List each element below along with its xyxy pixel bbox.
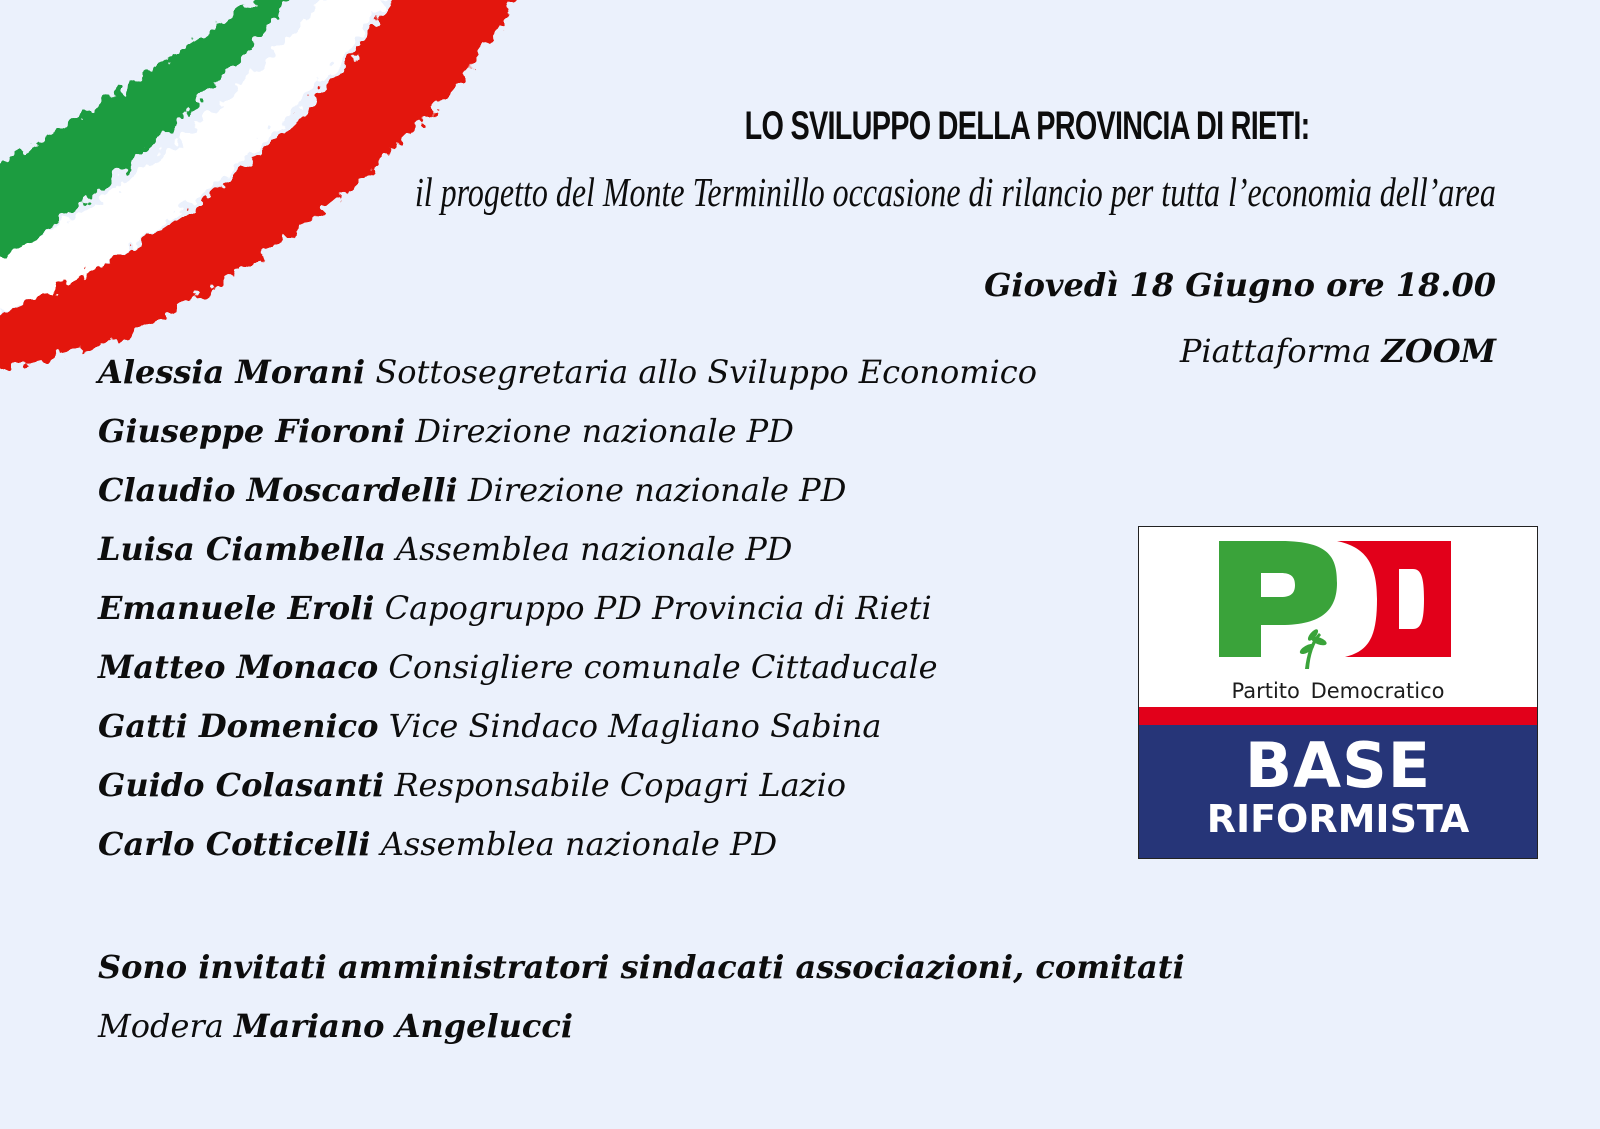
speaker-name: Luisa Ciambella [98, 530, 386, 568]
speaker-list [98, 352, 1037, 883]
invite-note: Sono invitati amministratori sindacati associazioni, comitati [98, 948, 1185, 986]
event-platform [1180, 332, 1496, 370]
speaker-item [98, 706, 1037, 765]
logo-base-text: BASE [1244, 729, 1432, 802]
platform-prefix: Piattaforma [1179, 332, 1372, 370]
speaker-role: Direzione nazionale PD [415, 412, 794, 450]
speaker-name: Carlo Cotticelli [98, 825, 371, 863]
speaker-name: Gatti Domenico [98, 707, 379, 745]
speaker-role: Direzione nazionale PD [467, 471, 847, 509]
speaker-role: Assemblea nazionale PD [380, 825, 778, 863]
moderator-line [98, 1007, 573, 1045]
speaker-item [98, 765, 1037, 824]
speaker-name: Guido Colasanti [98, 766, 385, 804]
logo-riformista-text: RIFORMISTA [1206, 797, 1470, 841]
event-date: Giovedì 18 Giugno ore 18.00 [984, 266, 1496, 304]
event-subtitle: il progetto del Monte Terminillo occasione di rilancio per tutta l’economia dell’area [415, 169, 1496, 215]
speaker-name: Matteo Monaco [98, 648, 379, 686]
speaker-name: Emanuele Eroli [98, 589, 375, 627]
logo-party-name: Partito Democratico [1231, 679, 1445, 703]
speaker-role: Capogruppo PD Provincia di Rieti [384, 589, 932, 627]
speaker-role: Vice Sindaco Magliano Sabina [388, 707, 882, 745]
speaker-name: Giuseppe Fioroni [98, 412, 406, 450]
speaker-item [98, 588, 1037, 647]
speaker-item [98, 529, 1037, 588]
speaker-role: Consigliere comunale Cittaducale [388, 648, 938, 686]
speaker-role: Assemblea nazionale PD [395, 530, 793, 568]
pd-logo-mark [1219, 541, 1459, 671]
moderator-prefix: Modera [98, 1007, 224, 1045]
platform-name: ZOOM [1381, 332, 1496, 370]
speaker-item [98, 470, 1037, 529]
speaker-role: Sottosegretaria allo Sviluppo Economico [375, 353, 1037, 391]
logo-red-stripe [1139, 707, 1537, 725]
speaker-item [98, 824, 1037, 883]
speaker-name: Claudio Moscardelli [98, 471, 458, 509]
moderator-name: Mariano Angelucci [234, 1007, 574, 1045]
event-title: LO SVILUPPO DELLA PROVINCIA DI RIETI: [745, 104, 1310, 148]
base-riformista-logo [1138, 526, 1538, 859]
speaker-item [98, 647, 1037, 706]
speaker-item [98, 411, 1037, 470]
speaker-name: Alessia Morani [98, 353, 366, 391]
speaker-role: Responsabile Copagri Lazio [394, 766, 846, 804]
speaker-item [98, 352, 1037, 411]
